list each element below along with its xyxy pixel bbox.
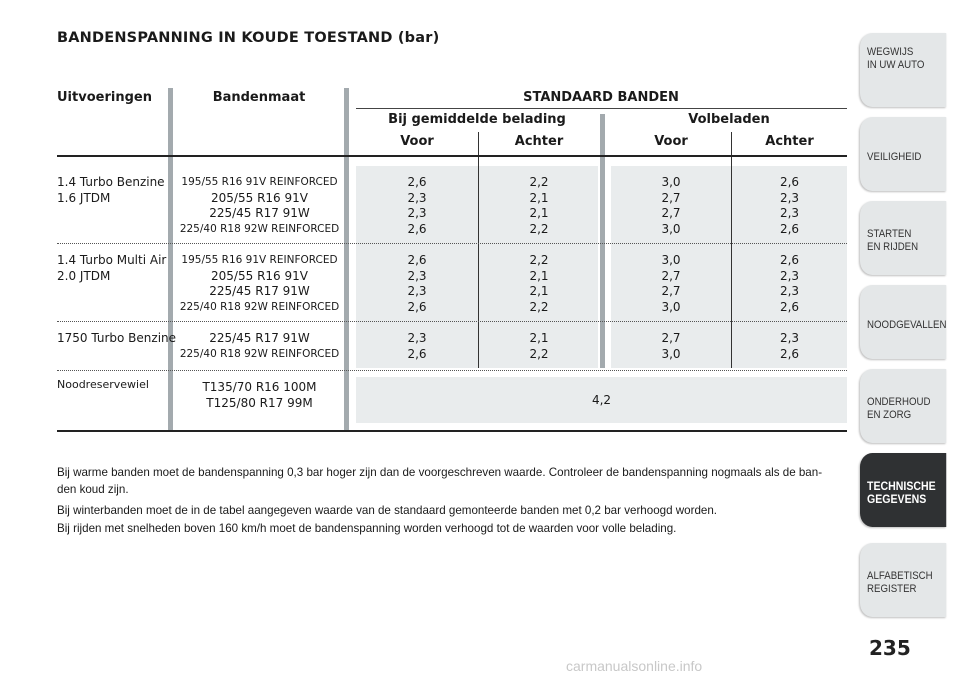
pressure-value: 2,1 — [529, 268, 549, 283]
model-name: 1.4 Turbo Multi Air — [57, 253, 167, 267]
tyre-size: 225/45 R17 91W — [209, 331, 310, 345]
pressure-vol-achter — [732, 253, 847, 315]
note-winter-tyres: Bij winterbanden moet de in de tabel aangegeven waarde van de standaard gemonteerde banden met 0,2 bar verhoogd worden. — [57, 504, 718, 517]
pressure-value: 2,3 — [407, 206, 427, 220]
header-bandenmaat: Bandenmaat — [212, 90, 306, 105]
pressure-value: 2,6 — [407, 253, 427, 267]
note-high-speed: Bij rijden met snelheden boven 160 km/h moet de bandenspanning worden verhoogd tot de waarden voor volle belading. — [57, 522, 677, 535]
pressure-vol-voor — [611, 331, 731, 362]
note-warm-tyres: Bij warme banden moet de bandenspanning 0,3 bar hoger zijn dan de voorgeschreven waarde. Controleer de bandenspanning nogmaals als de ban-den koud zijn. — [57, 466, 823, 496]
pressure-value: 2,6 — [779, 346, 800, 361]
model-name: 2.0 JTDM — [57, 268, 111, 283]
tab-label: NOODGEVALLEN — [867, 319, 947, 331]
header-bottom-rule — [57, 155, 847, 157]
pressure-value: 2,6 — [407, 175, 427, 189]
tyre-size: 225/40 R18 92W REINFORCED — [179, 300, 340, 313]
tyre-size: 225/45 R17 91W — [209, 284, 310, 298]
pressure-gem-achter — [479, 253, 599, 315]
table-row-sizes — [172, 331, 347, 362]
header-uitvoeringen: Uitvoeringen — [57, 90, 152, 105]
pressure-value: 2,6 — [407, 221, 427, 236]
header-achter-vol: Achter — [765, 134, 814, 149]
tab-label: IN UW AUTO — [867, 59, 925, 71]
tyre-size: 225/40 R18 92W REINFORCED — [179, 347, 340, 360]
pressure-value: 2,3 — [779, 206, 800, 220]
pressure-value: 2,6 — [779, 299, 800, 314]
tyre-size: 205/55 R16 91V — [211, 268, 308, 283]
header-gemiddelde-belading: Bij gemiddelde belading — [388, 112, 566, 127]
pressure-value: 2,3 — [779, 284, 800, 298]
spare-pressure: 4,2 — [591, 393, 612, 407]
pressure-value: 2,7 — [661, 284, 681, 298]
pressure-vol-achter — [732, 331, 847, 362]
row-separator-1 — [57, 243, 847, 244]
header-voor-gem: Voor — [400, 134, 434, 149]
pressure-value: 2,3 — [779, 331, 800, 345]
table-row-sizes — [172, 175, 347, 237]
pressure-value: 2,1 — [529, 190, 549, 205]
sidebar-tab-alfabetisch-register[interactable] — [860, 543, 946, 617]
pressure-value: 2,6 — [779, 175, 800, 189]
table-row-models — [57, 175, 165, 206]
pressure-value: 2,3 — [407, 331, 427, 345]
watermark: carmanualsonline.info — [566, 658, 703, 674]
page-number: 235 — [869, 636, 911, 660]
pressure-gem-voor — [356, 253, 478, 315]
pressure-value: 2,7 — [661, 190, 681, 205]
pressure-value: 2,3 — [779, 190, 800, 205]
table-bottom-rule — [57, 430, 847, 432]
pressure-value: 2,3 — [779, 268, 800, 283]
pressure-value: 2,2 — [529, 221, 549, 236]
spare-sizes — [172, 380, 347, 411]
sidebar-tab-noodgevallen[interactable] — [860, 285, 946, 359]
tab-label: STARTEN — [867, 228, 912, 240]
tab-label: TECHNISCHE — [867, 479, 936, 493]
pressure-value: 3,0 — [661, 346, 681, 361]
tab-label: ONDERHOUD — [867, 396, 931, 408]
tab-label: WEGWIJS — [867, 46, 914, 58]
model-name: 1.6 JTDM — [57, 190, 111, 205]
sidebar-tab-onderhoud[interactable] — [860, 369, 946, 443]
table-row-models — [57, 253, 166, 284]
pressure-value: 2,6 — [779, 221, 800, 236]
pressure-value: 2,3 — [407, 284, 427, 298]
tyre-size: 205/55 R16 91V — [211, 190, 308, 205]
pressure-value: 2,3 — [407, 268, 427, 283]
pressure-value: 2,1 — [529, 331, 549, 345]
column-divider-3 — [600, 114, 605, 368]
tyre-size: 195/55 R16 91V REINFORCED — [181, 254, 338, 266]
pressure-value: 3,0 — [661, 175, 681, 189]
table-row-sizes — [172, 253, 347, 315]
pressure-gem-voor — [356, 331, 478, 362]
pressure-value: 2,6 — [779, 253, 800, 267]
sidebar-tab-veiligheid[interactable] — [860, 117, 946, 191]
tab-label: GEGEVENS — [867, 492, 927, 506]
pressure-value: 2,2 — [529, 175, 549, 189]
header-standaard-banden: STANDAARD BANDEN — [523, 90, 679, 105]
tyre-size: T125/80 R17 99M — [206, 395, 313, 410]
tyre-size: 225/45 R17 91W — [209, 206, 310, 220]
table-row-models — [57, 331, 176, 347]
pressure-value: 2,2 — [529, 299, 549, 314]
tab-label: EN RIJDEN — [867, 241, 919, 253]
pressure-vol-achter — [732, 175, 847, 237]
tyre-size: 195/55 R16 91V REINFORCED — [181, 176, 338, 188]
header-volbeladen: Volbeladen — [688, 112, 770, 127]
tyre-size: T135/70 R16 100M — [202, 380, 317, 394]
pressure-value: 2,1 — [529, 284, 549, 298]
sidebar-tab-technische-gegevens[interactable] — [860, 453, 946, 527]
header-underline-standaard — [356, 108, 847, 109]
pressure-value: 2,1 — [529, 206, 549, 220]
model-name: 1.4 Turbo Benzine — [57, 175, 165, 189]
pressure-value: 2,2 — [529, 346, 549, 361]
sidebar-tab-wegwijs[interactable] — [860, 33, 946, 107]
sidebar-tab-starten[interactable] — [860, 201, 946, 275]
pressure-value: 2,2 — [529, 253, 549, 267]
tab-label: EN ZORG — [867, 409, 912, 421]
pressure-gem-achter — [479, 175, 599, 237]
row-separator-3 — [57, 370, 847, 371]
pressure-value: 2,7 — [661, 331, 681, 345]
pressure-value: 3,0 — [661, 299, 681, 314]
pressure-vol-voor — [611, 253, 731, 315]
pressure-vol-voor — [611, 175, 731, 237]
model-name: 1750 Turbo Benzine — [57, 331, 177, 345]
tab-label: ALFABETISCH — [867, 570, 933, 582]
pressure-value: 2,3 — [407, 190, 427, 205]
spare-label: Noodreservewiel — [57, 378, 149, 391]
page-title: BANDENSPANNING IN KOUDE TOESTAND (bar) — [57, 30, 440, 46]
pressure-gem-achter — [479, 331, 599, 362]
tab-label: VEILIGHEID — [867, 151, 922, 163]
pressure-value: 2,6 — [407, 346, 427, 361]
pressure-value: 3,0 — [661, 221, 681, 236]
pressure-value: 2,7 — [661, 268, 681, 283]
pressure-value: 2,6 — [407, 299, 427, 314]
tab-label: REGISTER — [867, 583, 917, 595]
row-separator-2 — [57, 321, 847, 322]
header-voor-vol: Voor — [654, 134, 688, 149]
pressure-value: 3,0 — [661, 253, 681, 267]
header-achter-gem: Achter — [514, 134, 564, 149]
pressure-gem-voor — [356, 175, 478, 237]
pressure-value: 2,7 — [661, 206, 681, 220]
tyre-size: 225/40 R18 92W REINFORCED — [179, 222, 340, 235]
